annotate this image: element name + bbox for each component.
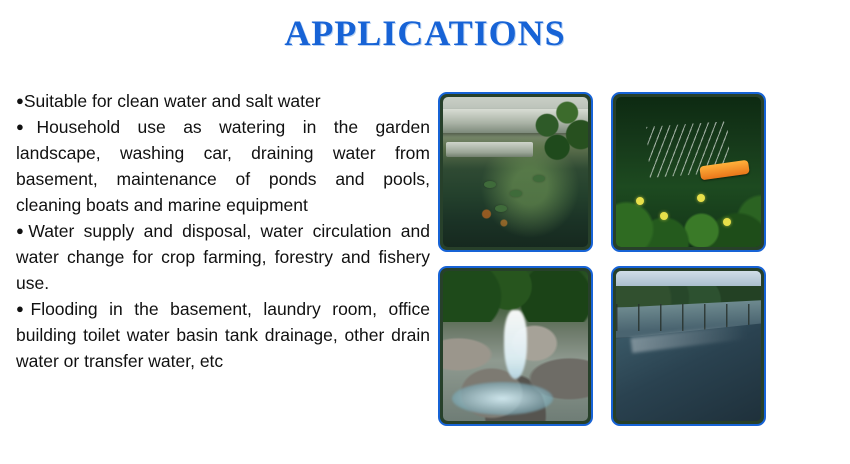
garden-foliage (616, 166, 761, 247)
rock-waterfall-photo (438, 266, 593, 426)
application-bullet-3 (16, 218, 430, 296)
application-bullet-2 (16, 114, 430, 218)
lily-pad (510, 190, 522, 197)
lily-pad (533, 175, 545, 182)
pond-ledge (446, 142, 533, 157)
applications-image-gallery (438, 88, 838, 426)
application-bullet-2-text: Household use as watering in the garden landscape, washing car, draining water from basement, maintenance of ponds and pools, cleaning boats and marine equipment (16, 117, 430, 215)
irrigation-canal-photo (611, 266, 766, 426)
garden-sprinkler-photo (611, 92, 766, 252)
pond-plants (527, 100, 588, 163)
bullet-dot-icon: ● (16, 223, 29, 238)
bullet-dot-icon: ● (16, 93, 24, 108)
lily-pad (495, 205, 507, 212)
bullet-dot-icon: ● (16, 301, 31, 316)
garden-pond-photo-inner (443, 97, 588, 247)
application-bullet-3-text: Water supply and disposal, water circulation and water change for crop farming, forestry and fishery use. (16, 221, 430, 293)
application-bullet-4-text: Flooding in the basement, laundry room, office building toilet water basin tank drainage, other drain water or transfer water, etc (16, 299, 430, 371)
application-bullet-1 (16, 88, 430, 114)
page-content (0, 88, 850, 448)
rock-waterfall-photo-inner (443, 271, 588, 421)
application-bullet-4 (16, 296, 430, 374)
application-bullet-1-text: Suitable for clean water and salt water (23, 91, 321, 111)
yellow-flower (660, 212, 668, 220)
garden-pond-photo (438, 92, 593, 252)
irrigation-canal-photo-inner (616, 271, 761, 421)
water-pool (452, 382, 554, 415)
waterfall-stream (504, 310, 527, 379)
page-title: APPLICATIONS (284, 13, 566, 53)
garden-sprinkler-photo-inner (616, 97, 761, 247)
applications-text-column (0, 88, 430, 374)
lily-pad (484, 181, 496, 188)
bullet-dot-icon: ● (16, 119, 37, 134)
